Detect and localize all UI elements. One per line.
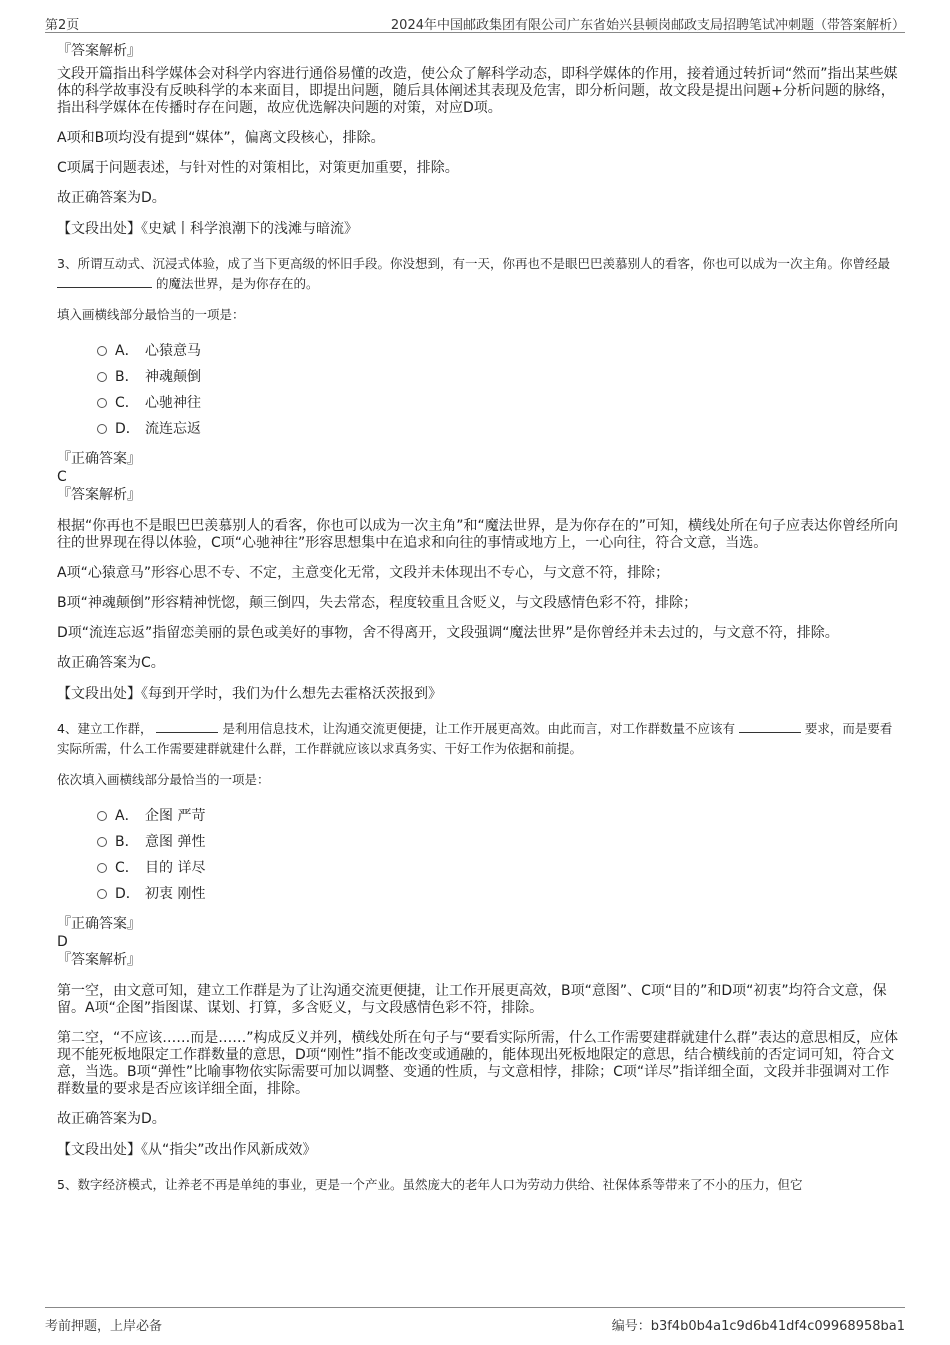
- option-c[interactable]: C． 目的 详尽: [57, 855, 902, 881]
- stem-text: 3、所谓互动式、沉浸式体验，成了当下更高级的怀旧手段。你没想到，有一天，你再也不是眼巴巴羡慕别人的看客，你也可以成为一次主角。你曾经最: [57, 256, 890, 271]
- radio-icon[interactable]: [97, 398, 107, 408]
- analysis-conclusion: 故正确答案为C。: [57, 655, 165, 671]
- radio-icon[interactable]: [97, 811, 107, 821]
- stem-text: 的魔法世界，是为你存在的。: [155, 276, 319, 291]
- analysis-paragraph: 文段开篇指出科学媒体会对科学内容进行通俗易懂的改造，使公众了解科学动态，即科学媒体的作用，接着通过转折词“然而”指出某些媒体的科学故事没有反映科学的本来面目，即提出问题，随后具体阐述其表现及危害，即分析问题，故文段是提出问题+分析问题的脉络，指出科学媒体在传播时存在问题，故应优选解决问题的对策，对应D项。: [57, 66, 898, 116]
- analysis-conclusion: 故正确答案为D。: [57, 190, 166, 206]
- option-a[interactable]: A． 企图 严苛: [57, 803, 902, 829]
- radio-icon[interactable]: [97, 424, 107, 434]
- passage-source: 【文段出处】《从“指尖”改出作风新成效》: [57, 1142, 317, 1158]
- question-stem: [57, 254, 902, 294]
- option-list: [57, 803, 902, 907]
- option-list: [57, 338, 902, 442]
- question-stem-cut: 5、数字经济模式，让养老不再是单纯的事业，更是一个产业。虽然庞大的老年人口为劳动力供给、社保体系等带来了不小的压力，但它: [57, 1177, 803, 1192]
- analysis-paragraph: A项“心猿意马”形容心思不专、不定，主意变化无常，文段并未体现出不专心，与文意不符，排除；: [57, 565, 670, 581]
- analysis-label: 『答案解析』: [57, 487, 141, 503]
- question-stem: [57, 719, 902, 759]
- page-header: [45, 12, 905, 33]
- stem-text: 要求，而是要看实际所需，什么工作需要建群就建什么群，工作群就应该以求真务实、干好工作为依据和前提。: [57, 721, 893, 756]
- option-b[interactable]: B． 意图 弹性: [57, 829, 902, 855]
- passage-source: 【文段出处】《每到开学时，我们为什么想先去霍格沃茨报到》: [57, 686, 442, 702]
- passage-source: 【文段出处】《史斌丨科学浪潮下的浅滩与暗流》: [57, 221, 358, 237]
- analysis-paragraph: A项和B项均没有提到“媒体”，偏离文段核心，排除。: [57, 130, 385, 146]
- question-prompt: 依次填入画横线部分最恰当的一项是：: [57, 772, 270, 787]
- option-a[interactable]: A． 心猿意马: [57, 338, 902, 364]
- analysis-conclusion: 故正确答案为D。: [57, 1111, 166, 1127]
- stem-text: 是利用信息技术，让沟通交流更便捷，让工作开展更高效。由此而言，对工作群数量不应该有: [222, 721, 735, 736]
- radio-icon[interactable]: [97, 889, 107, 899]
- option-b[interactable]: B． 神魂颠倒: [57, 364, 902, 390]
- option-d[interactable]: D． 流连忘返: [57, 416, 902, 442]
- answer-label: 『正确答案』: [57, 451, 141, 467]
- stem-text: 4、建立工作群，: [57, 721, 153, 736]
- analysis-paragraph: 根据“你再也不是眼巴巴羡慕别人的看客，你也可以成为一次主角”和“魔法世界，是为你存在的”可知，横线处所在句子应表达你曾经所向往的世界现在得以体验，C项“心驰神往”形容思想集中在追求和向往的事情或地方上，一心向往，符合文意，当选。: [57, 518, 899, 551]
- page-number: 第2页: [45, 18, 80, 33]
- radio-icon[interactable]: [97, 863, 107, 873]
- question-prompt: 填入画横线部分最恰当的一项是：: [57, 307, 245, 322]
- correct-answer: D: [57, 934, 68, 950]
- analysis-paragraph: D项“流连忘返”指留恋美丽的景色或美好的事物，舍不得离开，文段强调“魔法世界”是你曾经并未去过的，与文意不符，排除。: [57, 625, 839, 641]
- analysis-paragraph: B项“神魂颠倒”形容精神恍惚，颠三倒四，失去常态，程度较重且含贬义，与文段感情色彩不符，排除；: [57, 595, 698, 611]
- answer-label: 『正确答案』: [57, 916, 141, 932]
- option-c[interactable]: C． 心驰神往: [57, 390, 902, 416]
- correct-answer: C: [57, 469, 67, 485]
- fill-blank: [156, 720, 218, 733]
- analysis-label: 『答案解析』: [57, 43, 141, 59]
- radio-icon[interactable]: [97, 837, 107, 847]
- radio-icon[interactable]: [97, 372, 107, 382]
- analysis-paragraph: C项属于问题表述，与针对性的对策相比，对策更加重要，排除。: [57, 160, 459, 176]
- radio-icon[interactable]: [97, 346, 107, 356]
- option-d[interactable]: D． 初衷 刚性: [57, 881, 902, 907]
- fill-blank: [57, 275, 152, 288]
- analysis-paragraph: 第一空，由文意可知，建立工作群是为了让沟通交流更便捷，让工作开展更高效，B项“意图”、C项“目的”和D项“初衷”均符合文意，保留。A项“企图”指图谋、谋划、打算，多含贬义，与文段感情色彩不符，排除。: [57, 983, 887, 1016]
- footer-slogan: 考前押题，上岸必备: [45, 1319, 163, 1334]
- page-footer: [45, 1307, 905, 1338]
- document-title: 2024年中国邮政集团有限公司广东省始兴县顿岗邮政支局招聘笔试冲刺题（带答案解析）: [390, 18, 905, 33]
- document-body: [57, 42, 902, 1297]
- analysis-paragraph: 第二空，“不应该……而是……”构成反义并列，横线处所在句子与“要看实际所需，什么工作需要建群就建什么群”表达的意思相反，应体现不能死板地限定工作群数量的意思，D项“刚性”指不能改变或通融的，能体现出死板地限定的意思，结合横线前的否定词可知，符合文意，当选。B项“弹性”比喻事物依实际需要可加以调整、变通的性质，与文意相悖，排除；C项“详尽”指详细全面，文段并非强调对工作群数量的要求是否应该详细全面，排除。: [57, 1030, 899, 1097]
- document-id: 编号：b3f4b0b4a1c9d6b41df4c09968958ba1: [611, 1319, 905, 1334]
- fill-blank: [739, 720, 801, 733]
- analysis-label: 『答案解析』: [57, 952, 141, 968]
